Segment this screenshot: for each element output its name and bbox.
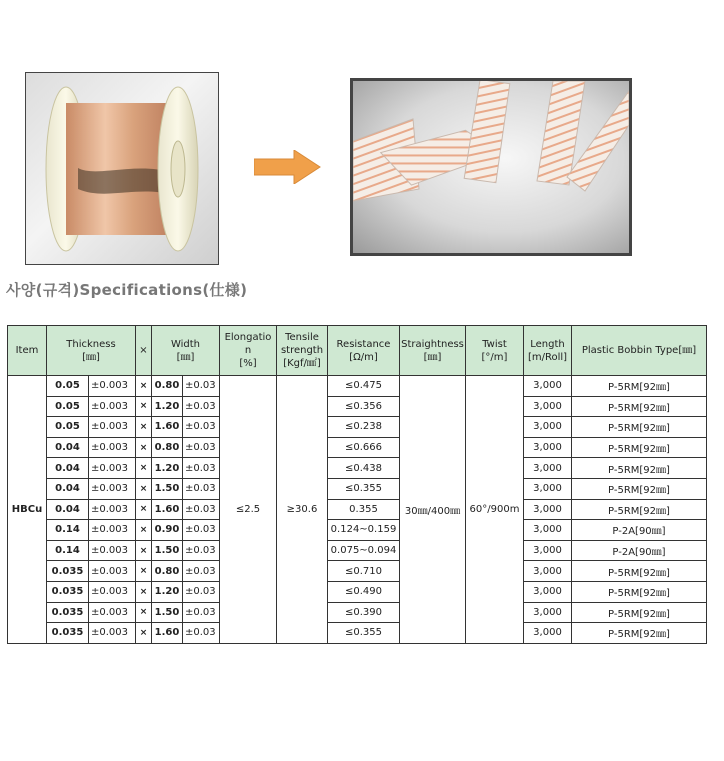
times-cell: × (136, 458, 152, 479)
thickness-tolerance-cell: ±0.003 (89, 602, 136, 623)
section-title: 사양(규격)Specifications(仕様) (6, 281, 248, 299)
thickness-tolerance-cell: ±0.003 (89, 458, 136, 479)
table-row (8, 396, 707, 417)
thickness-cell: 0.04 (47, 458, 89, 479)
width-tolerance-cell: ±0.03 (183, 561, 220, 582)
width-cell: 1.60 (152, 623, 183, 644)
width-tolerance-cell: ±0.03 (183, 499, 220, 520)
bobbin-cell: P-5RM[92㎜] (572, 602, 707, 623)
thickness-tolerance-cell: ±0.003 (89, 581, 136, 602)
width-cell: 1.20 (152, 581, 183, 602)
thickness-tolerance-cell: ±0.003 (89, 540, 136, 561)
width-cell: 0.80 (152, 561, 183, 582)
elongation-cell: ≤2.5 (220, 376, 277, 644)
times-cell: × (136, 376, 152, 397)
resistance-cell: ≤0.238 (328, 417, 400, 438)
table-row (8, 561, 707, 582)
width-cell: 0.90 (152, 520, 183, 541)
table-row (8, 602, 707, 623)
bobbin-cell: P-2A[90㎜] (572, 540, 707, 561)
thickness-tolerance-cell: ±0.003 (89, 437, 136, 458)
header-times: × (136, 326, 152, 376)
width-tolerance-cell: ±0.03 (183, 458, 220, 479)
length-cell: 3,000 (524, 602, 572, 623)
width-cell: 1.50 (152, 602, 183, 623)
bobbin-cell: P-5RM[92㎜] (572, 376, 707, 397)
thickness-tolerance-cell: ±0.003 (89, 499, 136, 520)
header-width: Width [㎜] (152, 326, 220, 376)
resistance-cell: ≤0.710 (328, 561, 400, 582)
resistance-cell: ≤0.475 (328, 376, 400, 397)
header-straightness: Straightness [㎜] (400, 326, 466, 376)
width-tolerance-cell: ±0.03 (183, 540, 220, 561)
thickness-cell: 0.035 (47, 581, 89, 602)
table-row (8, 499, 707, 520)
thickness-cell: 0.05 (47, 417, 89, 438)
length-cell: 3,000 (524, 417, 572, 438)
length-cell: 3,000 (524, 561, 572, 582)
length-cell: 3,000 (524, 437, 572, 458)
spec-table (7, 325, 707, 644)
times-cell: × (136, 396, 152, 417)
bobbin-cell: P-5RM[92㎜] (572, 623, 707, 644)
width-tolerance-cell: ±0.03 (183, 417, 220, 438)
item-cell: HBCu (8, 376, 47, 644)
thickness-tolerance-cell: ±0.003 (89, 561, 136, 582)
thickness-cell: 0.05 (47, 396, 89, 417)
arrow-right-icon (254, 150, 322, 188)
thickness-cell: 0.14 (47, 540, 89, 561)
thickness-cell: 0.14 (47, 520, 89, 541)
header-bobbin: Plastic Bobbin Type[㎜] (572, 326, 707, 376)
length-cell: 3,000 (524, 458, 572, 479)
table-row (8, 376, 707, 397)
length-cell: 3,000 (524, 396, 572, 417)
resistance-cell: 0.075~0.094 (328, 540, 400, 561)
straightness-cell: 30㎜/400㎜ (400, 376, 466, 644)
table-row (8, 540, 707, 561)
twist-cell: 60°/900m (466, 376, 524, 644)
thickness-cell: 0.04 (47, 478, 89, 499)
width-tolerance-cell: ±0.03 (183, 581, 220, 602)
times-cell: × (136, 520, 152, 541)
resistance-cell: 0.124~0.159 (328, 520, 400, 541)
table-row (8, 581, 707, 602)
thickness-tolerance-cell: ±0.003 (89, 396, 136, 417)
bobbin-cell: P-5RM[92㎜] (572, 417, 707, 438)
table-row (8, 437, 707, 458)
times-cell: × (136, 561, 152, 582)
table-header-row (8, 326, 707, 376)
resistance-cell: ≤0.356 (328, 396, 400, 417)
width-cell: 1.20 (152, 396, 183, 417)
bobbin-cell: P-5RM[92㎜] (572, 561, 707, 582)
length-cell: 3,000 (524, 540, 572, 561)
width-cell: 1.20 (152, 458, 183, 479)
thickness-cell: 0.04 (47, 437, 89, 458)
times-cell: × (136, 417, 152, 438)
times-cell: × (136, 478, 152, 499)
bobbin-cell: P-5RM[92㎜] (572, 499, 707, 520)
width-cell: 1.50 (152, 540, 183, 561)
length-cell: 3,000 (524, 478, 572, 499)
width-tolerance-cell: ±0.03 (183, 602, 220, 623)
header-thickness: Thickness [㎜] (47, 326, 136, 376)
resistance-cell: ≤0.490 (328, 581, 400, 602)
header-resistance: Resistance [Ω/m] (328, 326, 400, 376)
width-tolerance-cell: ±0.03 (183, 623, 220, 644)
width-tolerance-cell: ±0.03 (183, 376, 220, 397)
table-row (8, 458, 707, 479)
length-cell: 3,000 (524, 581, 572, 602)
bobbin-cell: P-5RM[92㎜] (572, 581, 707, 602)
header-elongation: Elongatio n [%] (220, 326, 277, 376)
resistance-cell: ≤0.390 (328, 602, 400, 623)
width-cell: 1.50 (152, 478, 183, 499)
thickness-tolerance-cell: ±0.003 (89, 520, 136, 541)
width-tolerance-cell: ±0.03 (183, 520, 220, 541)
width-cell: 1.60 (152, 417, 183, 438)
width-cell: 0.80 (152, 376, 183, 397)
resistance-cell: ≤0.355 (328, 623, 400, 644)
resistance-cell: ≤0.666 (328, 437, 400, 458)
width-cell: 0.80 (152, 437, 183, 458)
bobbin-cell: P-5RM[92㎜] (572, 396, 707, 417)
resistance-cell: ≤0.355 (328, 478, 400, 499)
length-cell: 3,000 (524, 376, 572, 397)
tensile-cell: ≥30.6 (277, 376, 328, 644)
table-row (8, 623, 707, 644)
thickness-cell: 0.035 (47, 602, 89, 623)
strips-photo (350, 78, 632, 256)
times-cell: × (136, 499, 152, 520)
times-cell: × (136, 581, 152, 602)
thickness-cell: 0.035 (47, 561, 89, 582)
bobbin-cell: P-5RM[92㎜] (572, 478, 707, 499)
length-cell: 3,000 (524, 623, 572, 644)
bobbin-photo (25, 72, 219, 265)
width-tolerance-cell: ±0.03 (183, 437, 220, 458)
header-length: Length [m/Roll] (524, 326, 572, 376)
thickness-tolerance-cell: ±0.003 (89, 623, 136, 644)
thickness-tolerance-cell: ±0.003 (89, 376, 136, 397)
resistance-cell: ≤0.438 (328, 458, 400, 479)
length-cell: 3,000 (524, 520, 572, 541)
bobbin-illustration (26, 73, 218, 264)
thickness-cell: 0.035 (47, 623, 89, 644)
times-cell: × (136, 602, 152, 623)
thickness-cell: 0.04 (47, 499, 89, 520)
header-twist: Twist [°/m] (466, 326, 524, 376)
width-tolerance-cell: ±0.03 (183, 396, 220, 417)
table-row (8, 478, 707, 499)
strips-illustration (353, 81, 629, 253)
bobbin-cell: P-2A[90㎜] (572, 520, 707, 541)
table-row (8, 520, 707, 541)
times-cell: × (136, 540, 152, 561)
width-tolerance-cell: ±0.03 (183, 478, 220, 499)
width-cell: 1.60 (152, 499, 183, 520)
header-item: Item (8, 326, 47, 376)
thickness-cell: 0.05 (47, 376, 89, 397)
length-cell: 3,000 (524, 499, 572, 520)
thickness-tolerance-cell: ±0.003 (89, 478, 136, 499)
table-row (8, 417, 707, 438)
bobbin-cell: P-5RM[92㎜] (572, 458, 707, 479)
thickness-tolerance-cell: ±0.003 (89, 417, 136, 438)
times-cell: × (136, 437, 152, 458)
bobbin-cell: P-5RM[92㎜] (572, 437, 707, 458)
times-cell: × (136, 623, 152, 644)
header-tensile: Tensile strength [Kgf/㎟] (277, 326, 328, 376)
resistance-cell: 0.355 (328, 499, 400, 520)
